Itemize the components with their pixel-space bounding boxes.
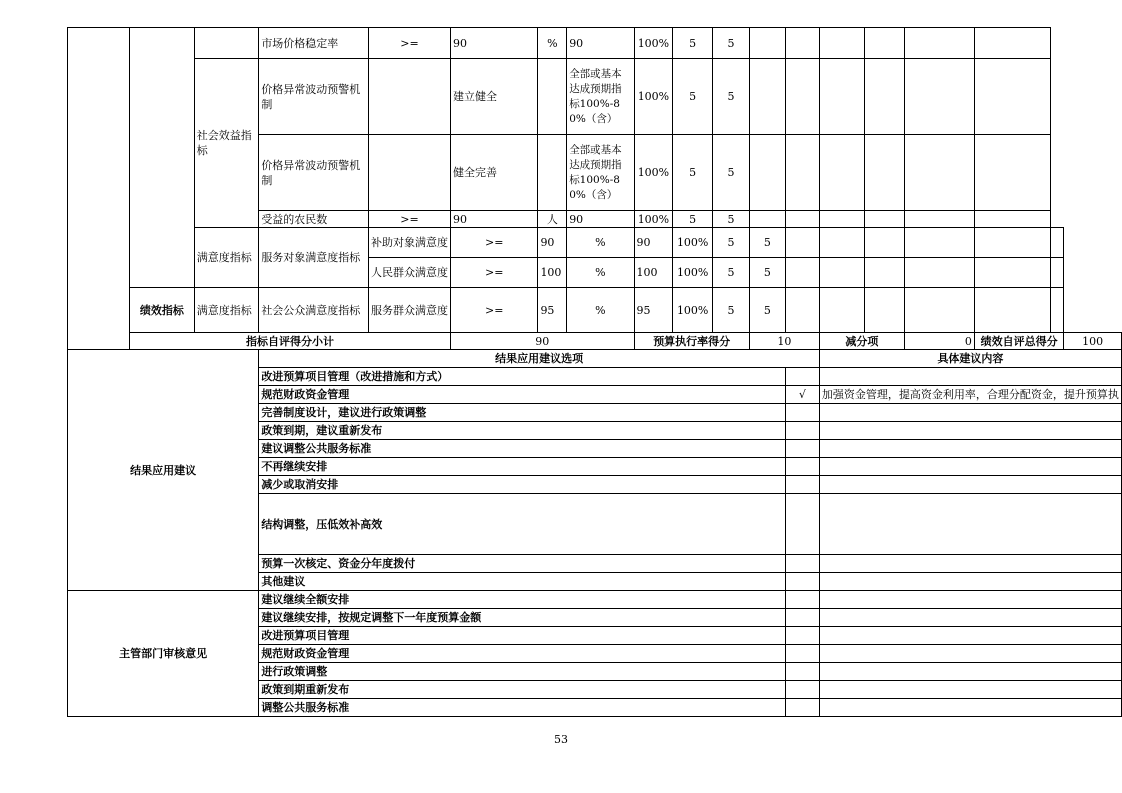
result-option-content: [819, 404, 1121, 422]
unit: %: [567, 228, 634, 258]
operator: >=: [368, 211, 450, 228]
indicator-name: 市场价格稳定率: [259, 28, 369, 59]
review-option-label: 建议继续安排，按规定调整下一年度预算金额: [259, 609, 785, 627]
indicator-name: 受益的农民数: [259, 211, 369, 228]
completion-rate: 100%: [634, 59, 673, 135]
operator: >=: [450, 228, 537, 258]
result-option-label: 减少或取消安排: [259, 476, 785, 494]
result-option-label: 改进预算项目管理（改进措施和方式）: [259, 368, 785, 386]
target-value: 100: [538, 258, 567, 288]
category-satisfaction: 满意度指标: [194, 228, 259, 288]
actual-value: 90: [567, 211, 634, 228]
result-option-label: 完善制度设计，建议进行政策调整: [259, 404, 785, 422]
completion-rate: 100%: [634, 211, 673, 228]
actual-value: 90: [567, 28, 634, 59]
target-value: 健全完善: [450, 135, 537, 211]
result-option-label: 不再继续安排: [259, 458, 785, 476]
score: 5: [749, 228, 785, 258]
result-option-content: [819, 494, 1121, 555]
result-option-content: [819, 422, 1121, 440]
result-option-label: 结构调整，压低效补高效: [259, 494, 785, 555]
deduction-label: 减分项: [819, 333, 904, 350]
total-score-label: 绩效自评总得分: [974, 333, 1063, 350]
review-option-check[interactable]: [785, 663, 819, 681]
summary-row: [68, 333, 1122, 350]
result-option-check[interactable]: [785, 404, 819, 422]
results-options-header: 结果应用建议选项: [259, 350, 820, 368]
review-option-label: 建议继续全额安排: [259, 591, 785, 609]
weight: 5: [673, 28, 713, 59]
result-option-label: 建议调整公共服务标准: [259, 440, 785, 458]
indicator-name: 补助对象满意度: [368, 228, 450, 258]
result-option-check[interactable]: [785, 494, 819, 555]
actual-value: 全部或基本达成预期指标100%-80%（含）: [567, 135, 634, 211]
result-option-check[interactable]: [785, 422, 819, 440]
actual-value: 90: [634, 228, 673, 258]
target-value: 建立健全: [450, 59, 537, 135]
result-option-content: [819, 440, 1121, 458]
table-row: [68, 28, 1122, 59]
result-option-content: [819, 368, 1121, 386]
review-option-label: 规范财政资金管理: [259, 645, 785, 663]
results-content-header: 具体建议内容: [819, 350, 1121, 368]
target-value: 90: [450, 28, 537, 59]
result-option-label: 规范财政资金管理: [259, 386, 785, 404]
weight: 5: [673, 135, 713, 211]
result-option-content: [819, 573, 1121, 591]
indicator-name: 人民群众满意度: [368, 258, 450, 288]
self-score-value: 90: [450, 333, 634, 350]
indicator-name: 价格异常波动预警机制: [259, 135, 369, 211]
completion-rate: 100%: [673, 258, 713, 288]
review-option-label: 调整公共服务标准: [259, 699, 785, 717]
result-option-label: 预算一次核定、资金分年度拨付: [259, 555, 785, 573]
score: 5: [713, 59, 750, 135]
weight: 5: [673, 211, 713, 228]
category-performance-indicator: 绩效指标: [130, 288, 195, 333]
table-row: [68, 288, 1122, 333]
score: 5: [749, 258, 785, 288]
table-row: [68, 350, 1122, 368]
category-satisfaction: 满意度指标: [194, 288, 259, 333]
category-service-target-satisfaction: 服务对象满意度指标: [259, 228, 369, 288]
review-option-check[interactable]: [785, 627, 819, 645]
actual-value: 100: [634, 258, 673, 288]
indicator-name: 价格异常波动预警机制: [259, 59, 369, 135]
target-value: 90: [538, 228, 567, 258]
review-option-content: [819, 627, 1121, 645]
operator: >=: [368, 28, 450, 59]
review-section-label: 主管部门审核意见: [68, 591, 259, 717]
review-option-check[interactable]: [785, 645, 819, 663]
result-option-label: 政策到期，建议重新发布: [259, 422, 785, 440]
operator: [368, 135, 450, 211]
operator: >=: [450, 258, 537, 288]
list-item: [68, 591, 1122, 609]
review-option-check[interactable]: [785, 609, 819, 627]
result-option-check[interactable]: [785, 573, 819, 591]
result-option-content: [819, 476, 1121, 494]
actual-value: 95: [634, 288, 673, 333]
review-option-content: [819, 609, 1121, 627]
review-option-label: 政策到期重新发布: [259, 681, 785, 699]
category-social-benefit: 社会效益指标: [194, 59, 259, 228]
review-option-content: [819, 699, 1121, 717]
result-option-check[interactable]: [785, 555, 819, 573]
review-option-check[interactable]: [785, 591, 819, 609]
review-option-check[interactable]: [785, 699, 819, 717]
unit: [538, 135, 567, 211]
weight: 5: [673, 59, 713, 135]
evaluation-sheet: [67, 27, 1122, 717]
result-option-content: [819, 555, 1121, 573]
operator: >=: [450, 288, 537, 333]
result-option-check[interactable]: [785, 440, 819, 458]
unit: [538, 59, 567, 135]
score: 5: [749, 288, 785, 333]
category-public-satisfaction: 社会公众满意度指标: [259, 288, 369, 333]
review-option-content: [819, 591, 1121, 609]
score: 5: [713, 135, 750, 211]
weight: 5: [713, 288, 750, 333]
completion-rate: 100%: [634, 135, 673, 211]
table-row: [68, 59, 1122, 135]
result-option-check[interactable]: [785, 368, 819, 386]
weight: 5: [713, 258, 750, 288]
evaluation-table: [67, 27, 1122, 717]
target-value: 95: [538, 288, 567, 333]
results-section-label: 结果应用建议: [68, 350, 259, 591]
indicator-name: 服务群众满意度: [368, 288, 450, 333]
weight: 5: [713, 228, 750, 258]
completion-rate: 100%: [634, 28, 673, 59]
review-option-content: [819, 645, 1121, 663]
unit: %: [567, 288, 634, 333]
table-row: [68, 228, 1122, 258]
self-score-label: 指标自评得分小计: [130, 333, 451, 350]
result-option-check[interactable]: [785, 476, 819, 494]
unit: %: [567, 258, 634, 288]
completion-rate: 100%: [673, 288, 713, 333]
result-option-label: 其他建议: [259, 573, 785, 591]
deduction-value: 0: [904, 333, 974, 350]
review-option-content: [819, 663, 1121, 681]
completion-rate: 100%: [673, 228, 713, 258]
result-option-content: 加强资金管理，提高资金利用率，合理分配资金，提升预算执: [819, 386, 1121, 404]
unit: %: [538, 28, 567, 59]
budget-rate-label: 预算执行率得分: [634, 333, 749, 350]
review-option-check[interactable]: [785, 681, 819, 699]
result-option-check[interactable]: √: [785, 386, 819, 404]
review-option-label: 改进预算项目管理: [259, 627, 785, 645]
score: 5: [713, 211, 750, 228]
result-option-check[interactable]: [785, 458, 819, 476]
unit: 人: [538, 211, 567, 228]
budget-rate-score: 10: [749, 333, 819, 350]
score: 5: [713, 28, 750, 59]
target-value: 90: [450, 211, 537, 228]
review-option-label: 进行政策调整: [259, 663, 785, 681]
operator: [368, 59, 450, 135]
total-score-value: 100: [1064, 333, 1122, 350]
actual-value: 全部或基本达成预期指标100%-80%（含）: [567, 59, 634, 135]
page-number: 53: [554, 733, 568, 746]
result-option-content: [819, 458, 1121, 476]
review-option-content: [819, 681, 1121, 699]
